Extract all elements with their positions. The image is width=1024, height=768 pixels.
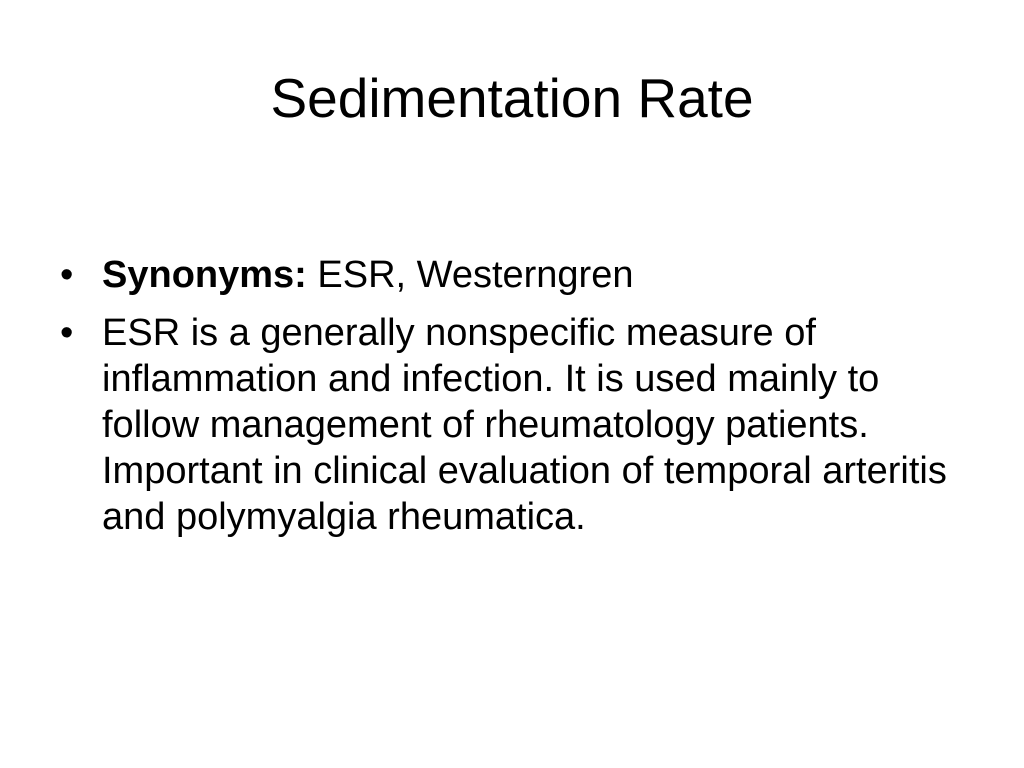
bullet-icon: • [60, 312, 74, 354]
bullet-description [60, 310, 980, 540]
bullet-synonyms [60, 252, 980, 298]
bullet-icon: • [60, 254, 74, 296]
description-text: ESR is a generally nonspecific measure of inflammation and infection. It is used mainly to follow management of rheumatology patients. Important in clinical evaluation of temporal arteritis and polymyalgia rheumatica. [102, 312, 947, 538]
synonyms-term: Synonyms: [102, 254, 307, 296]
bullet-list [60, 252, 980, 552]
slide-title: Sedimentation Rate [270, 67, 754, 129]
synonyms-text: ESR, Westerngren [306, 254, 634, 296]
